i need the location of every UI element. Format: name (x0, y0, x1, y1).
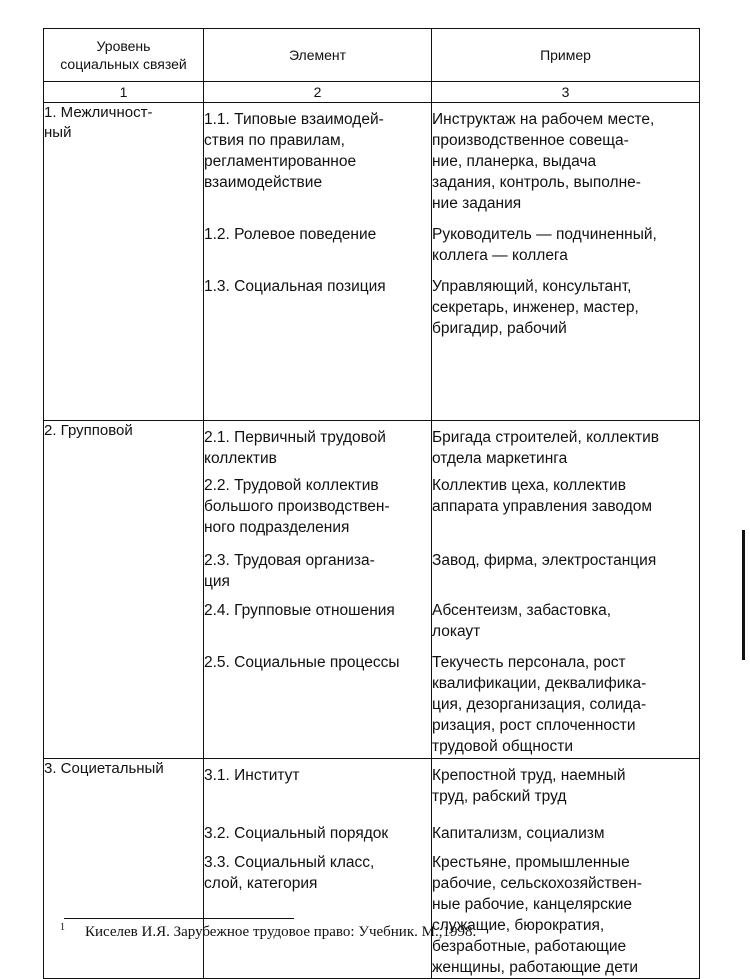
scan-edge-mark (742, 530, 745, 660)
column-number-row (44, 82, 700, 103)
element-text: 1.3. Социальная позиция (204, 278, 386, 295)
element-cell (204, 759, 432, 979)
footnote-mark: 1 (60, 922, 65, 933)
header-level: Уровень социальных связей (44, 29, 204, 82)
example-cell (432, 759, 700, 979)
example-text: Крестьяне, промышленные рабочие, сельскохозяйствен- ные рабочие, канцелярские служащие, бюрократия, безработные, работающие женщины, работающие дети (432, 854, 642, 976)
social-links-table (43, 28, 700, 979)
element-text: 3.1. Институт (204, 767, 300, 784)
element-text: 2.4. Групповые отношения (204, 602, 395, 619)
example-text: Бригада строителей, коллектив отдела маркетинга (432, 429, 659, 467)
column-number: 1 (44, 82, 204, 103)
example-text: Управляющий, консультант, секретарь, инженер, мастер, бригадир, рабочий (432, 278, 639, 337)
element-text: 1.1. Типовые взаимодей- ствия по правилам, регламентированное взаимодействие (204, 111, 384, 191)
column-number: 3 (432, 82, 700, 103)
example-text: Капитализм, социализм (432, 825, 605, 842)
element-text: 1.2. Ролевое поведение (204, 226, 377, 243)
table-header-row (44, 29, 700, 82)
example-text: Крепостной труд, наемный труд, рабский труд (432, 767, 626, 805)
element-text: 2.1. Первичный трудовой коллектив (204, 429, 386, 467)
example-text: Руководитель — подчиненный, коллега — коллега (432, 226, 657, 264)
example-text: Инструктаж на рабочем месте, производственное совеща- ние, планерка, выдача задания, контроль, выполне- ние задания (432, 111, 655, 212)
example-text: Завод, фирма, электростанция (432, 552, 657, 569)
example-text: Абсентеизм, забастовка, локаут (432, 602, 611, 640)
element-text: 2.3. Трудовая организа- ция (204, 552, 375, 590)
footnote-rule (64, 918, 294, 919)
example-cell (432, 421, 700, 759)
example-text: Коллектив цеха, коллектив аппарата управления заводом (432, 477, 653, 515)
element-text: 2.2. Трудовой коллектив большого производствен- ного подразделения (204, 477, 390, 536)
element-text: 3.2. Социальный порядок (204, 825, 389, 842)
table-row (44, 103, 700, 421)
table-row (44, 759, 700, 979)
footnote-text: Киселев И.Я. Зарубежное трудовое право: Учебник. М.,1998. (85, 924, 477, 940)
example-cell (432, 103, 700, 421)
element-cell (204, 103, 432, 421)
column-number: 2 (204, 82, 432, 103)
header-example: Пример (432, 29, 700, 82)
level-cell: 2. Групповой (44, 421, 204, 759)
element-text: 3.3. Социальный класс, слой, категория (204, 854, 375, 892)
element-text: 2.5. Социальные процессы (204, 654, 400, 671)
example-text: Текучесть персонала, рост квалификации, деквалифика- ция, дезорганизация, солида- ризация, рост сплоченности трудовой общности (432, 654, 647, 755)
level-cell: 3. Социетальный (44, 759, 204, 979)
element-cell (204, 421, 432, 759)
footnote (60, 922, 476, 941)
table-row (44, 421, 700, 759)
level-cell: 1. Межличност- ный (44, 103, 204, 421)
header-element: Элемент (204, 29, 432, 82)
